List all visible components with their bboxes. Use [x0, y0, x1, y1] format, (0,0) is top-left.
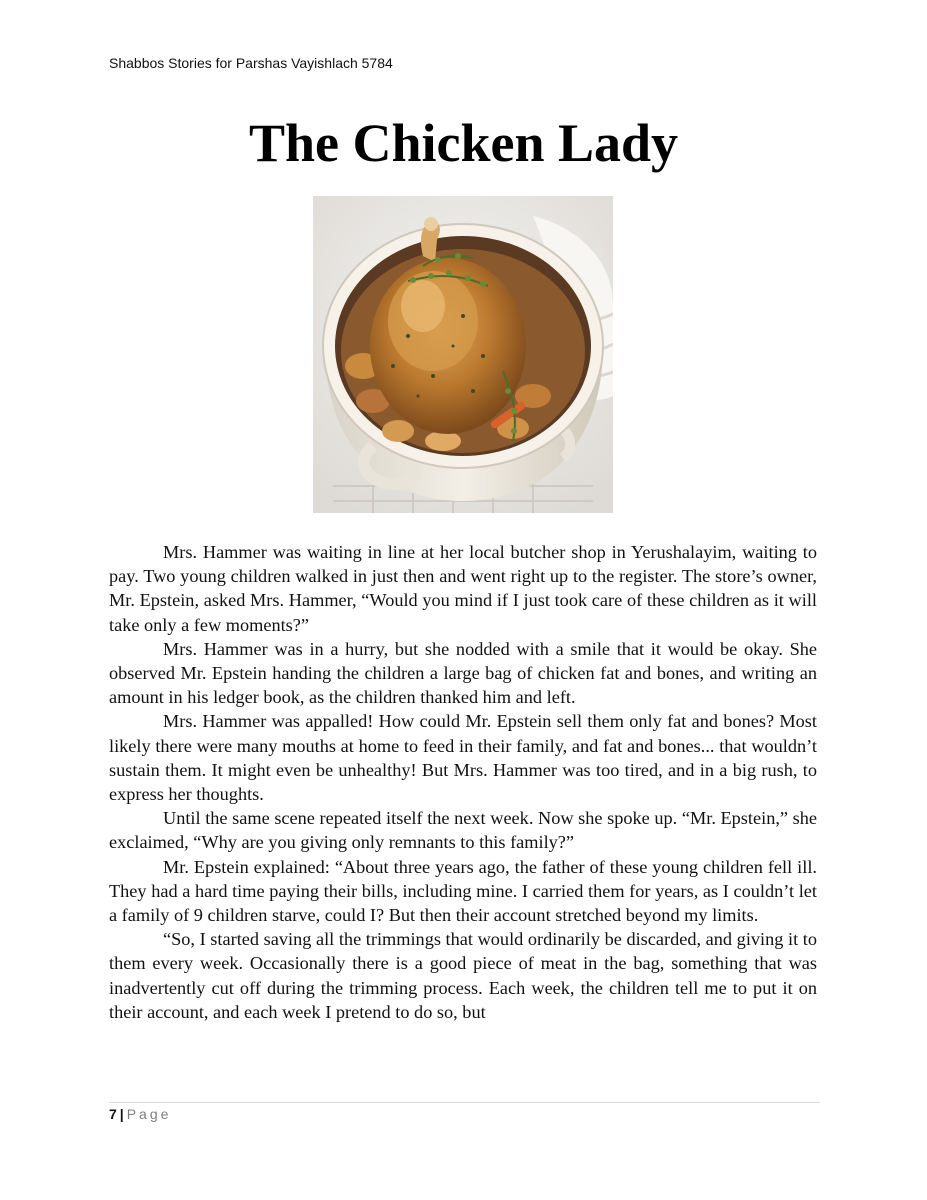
page-footer [109, 1106, 171, 1122]
paragraph: Mrs. Hammer was waiting in line at her local butcher shop in Yerushalayim, waiting to pay. Two young children walked in just then and went right up to the register. The store’s owner, Mr. Epstein, asked Mrs. Hammer, “Would you mind if I just took care of these children as it will take only a few moments?” [109, 542, 817, 635]
roast-chicken-in-pot-photo-icon [313, 196, 613, 513]
story-body [109, 540, 817, 1024]
footer-divider [109, 1102, 820, 1103]
running-header: Shabbos Stories for Parshas Vayishlach 5784 [109, 55, 393, 71]
page-number: 7 [109, 1106, 117, 1122]
paragraph: “So, I started saving all the trimmings that would ordinarily be discarded, and giving it to them every week. Occasionally there is a good piece of meat in the bag, something that was inadvertently cut off during the trimming process. Each week, the children tell me to put it on their account, and each week I pretend to do so, but [109, 929, 817, 1022]
paragraph: Mrs. Hammer was in a hurry, but she nodded with a smile that it would be okay. She observed Mr. Epstein handing the children a large bag of chicken fat and bones, and writing an amount in his ledger book, as the children thanked him and left. [109, 638, 817, 708]
page-label: Page [126, 1106, 172, 1122]
page-title: The Chicken Lady [248, 113, 679, 173]
paragraph: Until the same scene repeated itself the next week. Now she spoke up. “Mr. Epstein,” she exclaimed, “Why are you giving only remnants to this family?” [109, 808, 817, 853]
roast-chicken-photo [313, 196, 613, 513]
paragraph: Mr. Epstein explained: “About three years ago, the father of these young children fell ill. They had a hard time paying their bills, including mine. I carried them for years, as I couldn’t let a family of 9 children starve, could I? But then their account stretched beyond my limits. [109, 856, 817, 926]
footer-separator: | [119, 1106, 124, 1122]
paragraph: Mrs. Hammer was appalled! How could Mr. Epstein sell them only fat and bones? Most likely there were many mouths at home to feed in their family, and fat and bones... that wouldn’t sustain them. It might even be unhealthy! But Mrs. Hammer was too tired, and in a big rush, to express her thoughts. [109, 711, 817, 805]
